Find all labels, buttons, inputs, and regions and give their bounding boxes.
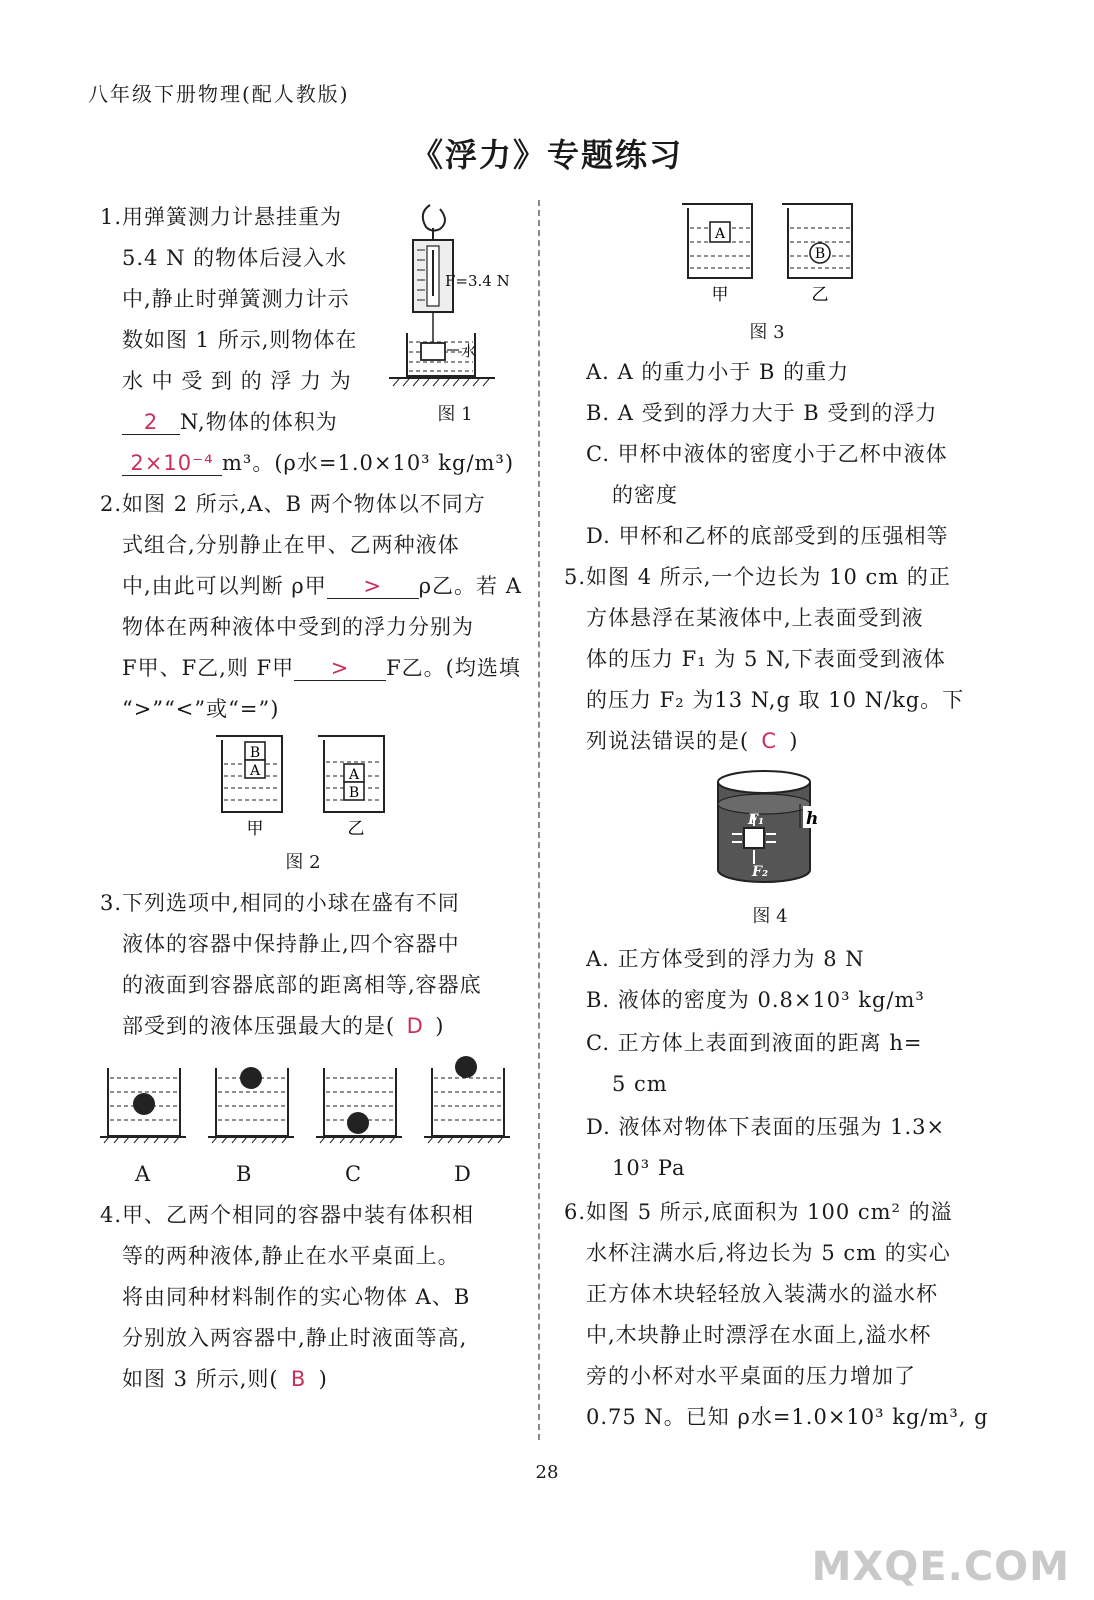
q5-option-a: A. 正方体受到的浮力为 8 N [586, 947, 865, 971]
q1-line-7 [122, 451, 514, 476]
q1-fig-label-water: 水 [461, 342, 477, 360]
fig2-yi-label-a: A [348, 767, 360, 783]
q2-line-5-text-a: F甲、F乙,则 F甲 [122, 656, 295, 680]
beaker-jia [216, 736, 282, 812]
page-title: 《浮力》专题练习 [410, 136, 683, 174]
q2-answer-density: > [363, 574, 382, 598]
beaker-jia [682, 204, 752, 278]
q5-option-c: C. 正方体上表面到液面的距离 h= [586, 1031, 923, 1055]
q5-line-3: 体的压力 F₁ 为 5 N,下表面受到液体 [586, 647, 946, 671]
q1-fig-label-f: F=3.4 N [445, 272, 510, 290]
q2-line-5 [122, 656, 521, 681]
q6-line-5: 旁的小杯对水平桌面的压力增加了 [586, 1364, 916, 1388]
fig2-jia-label-b: B [249, 745, 261, 761]
q3-option-label-d: D [454, 1162, 472, 1186]
q1-line-6 [122, 410, 338, 435]
q2-answer-force: > [330, 656, 350, 680]
figure-1-spring-scale [385, 200, 525, 400]
figure-2-caption: 图 2 [285, 852, 321, 873]
q3-line-4 [122, 1014, 444, 1038]
q3-line-2: 液体的容器中保持静止,四个容器中 [122, 932, 460, 956]
q3-line-1: 3.下列选项中,相同的小球在盛有不同 [100, 891, 460, 915]
page-header: 八年级下册物理(配人教版) [88, 82, 350, 106]
column-divider [538, 200, 540, 1440]
fig3-label-a: A [714, 226, 726, 242]
fig3-label-b: B [814, 246, 826, 262]
q4-line-3: 将由同种材料制作的实心物体 A、B [122, 1285, 471, 1309]
q5-answer: C [761, 729, 778, 753]
q2-line-6: “>”“<”或“=”) [122, 697, 280, 721]
container-b [216, 1067, 288, 1136]
fig3-label-yi: 乙 [811, 285, 829, 305]
watermark-logo: MXQE.COM [811, 1544, 1070, 1590]
q1-line-6-text: N,物体的体积为 [180, 410, 338, 434]
q6-line-6: 0.75 N。已知 ρ水=1.0×10³ kg/m³, g [586, 1405, 989, 1429]
q4-option-c: C. 甲杯中液体的密度小于乙杯中液体 [586, 442, 948, 466]
q1-answer-force: 2 [143, 410, 159, 434]
q5-line-4: 的压力 F₂ 为13 N,g 取 10 N/kg。下 [586, 688, 965, 712]
fig4-label-f2: F₂ [752, 864, 769, 880]
q5-option-c-cont: 5 cm [612, 1072, 668, 1096]
q1-answer-volume: 2×10⁻⁴ [130, 451, 214, 475]
q2-line-3-text-b: ρ乙。若 A [418, 574, 522, 598]
beaker-yi [318, 736, 384, 812]
q3-line-4-text-b: ) [435, 1014, 445, 1038]
q5-option-b: B. 液体的密度为 0.8×10³ kg/m³ [586, 988, 925, 1012]
figure-4-caption: 图 4 [752, 906, 788, 927]
q4-line-2: 等的两种液体,静止在水平桌面上。 [122, 1244, 460, 1268]
q6-line-1: 6.如图 5 所示,底面积为 100 cm² 的溢 [564, 1200, 953, 1224]
q1-line-7-text: m³。(ρ水=1.0×10³ kg/m³) [222, 451, 515, 475]
beaker-yi [782, 204, 852, 278]
q5-line-2: 方体悬浮在某液体中,上表面受到液 [586, 606, 924, 630]
container-a [108, 1068, 180, 1136]
q5-line-5-text-b: ) [789, 729, 799, 753]
fig4-label-f1: F₁ [748, 812, 765, 828]
q4-line-5-text-b: ) [318, 1367, 328, 1391]
q6-line-3: 正方体木块轻轻放入装满水的溢水杯 [586, 1282, 938, 1306]
q1-line-5: 水 中 受 到 的 浮 力 为 [122, 369, 352, 393]
figure-2-beakers [210, 730, 400, 842]
q4-line-4: 分别放入两容器中,静止时液面等高, [122, 1326, 468, 1350]
q2-line-1: 2.如图 2 所示,A、B 两个物体以不同方 [100, 492, 486, 516]
q2-line-3 [122, 574, 522, 599]
q3-answer: D [406, 1014, 424, 1038]
q5-line-5-text-a: 列说法错误的是( [586, 729, 750, 753]
figure-q3-containers [98, 1052, 518, 1144]
fig2-yi-label-b: B [348, 785, 360, 801]
fig2-label-jia: 甲 [246, 819, 264, 839]
q3-option-label-b: B [236, 1162, 253, 1186]
figure-4-cylinder [708, 768, 838, 890]
q1-line-3: 中,静止时弹簧测力计示 [122, 287, 350, 311]
q3-option-label-c: C [345, 1162, 363, 1186]
q5-line-5 [586, 729, 798, 753]
q1-line-1: 1.用弹簧测力计悬挂重为 [100, 205, 343, 229]
fig2-label-yi: 乙 [347, 819, 365, 839]
q6-line-2: 水杯注满水后,将边长为 5 cm 的实心 [586, 1241, 951, 1265]
q4-option-b: B. A 受到的浮力大于 B 受到的浮力 [586, 401, 938, 425]
container-c [324, 1068, 396, 1136]
container-d [432, 1056, 504, 1136]
q3-option-label-a: A [135, 1162, 152, 1186]
q6-line-4: 中,木块静止时漂浮在水面上,溢水杯 [586, 1323, 932, 1347]
q5-option-d-cont: 10³ Pa [612, 1156, 686, 1180]
q4-line-5 [122, 1367, 328, 1391]
q3-line-3: 的液面到容器底部的距离相等,容器底 [122, 973, 482, 997]
q1-line-4: 数如图 1 所示,则物体在 [122, 328, 358, 352]
page-number: 28 [535, 1462, 559, 1483]
figure-3-caption: 图 3 [749, 322, 785, 343]
q4-answer: B [290, 1367, 307, 1391]
q2-line-5-text-b: F乙。(均选填 [386, 656, 521, 680]
q5-option-d: D. 液体对物体下表面的压强为 1.3× [586, 1115, 946, 1139]
q4-line-5-text-a: 如图 3 所示,则( [122, 1367, 279, 1391]
q2-line-2: 式组合,分别静止在甲、乙两种液体 [122, 533, 460, 557]
q1-line-2: 5.4 N 的物体后浸入水 [122, 246, 348, 270]
fig3-label-jia: 甲 [711, 285, 729, 305]
q2-line-4: 物体在两种液体中受到的浮力分别为 [122, 615, 474, 639]
q5-line-1: 5.如图 4 所示,一个边长为 10 cm 的正 [564, 565, 951, 589]
q4-line-1: 4.甲、乙两个相同的容器中装有体积相 [100, 1203, 475, 1227]
figure-1-caption: 图 1 [437, 404, 473, 425]
q2-line-3-text-a: 中,由此可以判断 ρ甲 [122, 574, 327, 598]
q4-option-a: A. A 的重力小于 B 的重力 [586, 360, 850, 384]
fig4-label-h: h [806, 809, 819, 829]
q4-option-c-cont: 的密度 [612, 483, 678, 507]
fig2-jia-label-a: A [249, 763, 261, 779]
figure-3-beakers [670, 198, 870, 308]
q3-line-4-text-a: 部受到的液体压强最大的是( [122, 1014, 396, 1038]
q4-option-d: D. 甲杯和乙杯的底部受到的压强相等 [586, 524, 949, 548]
